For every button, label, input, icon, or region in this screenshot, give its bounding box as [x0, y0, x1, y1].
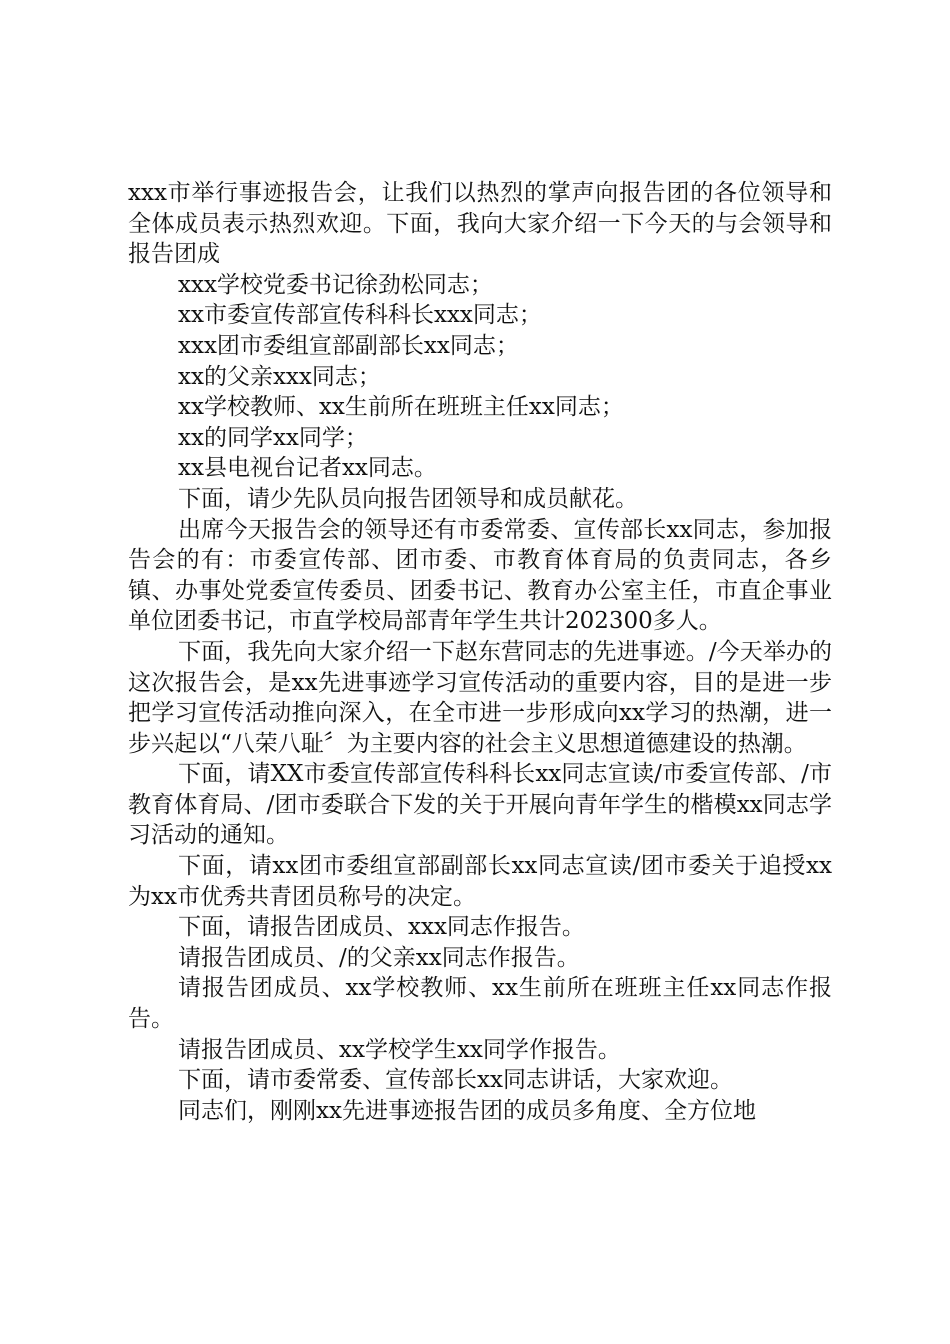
document-paragraph: xx的父亲xxx同志； [178, 363, 381, 390]
document-paragraph: 下面，请xx团市委组宣部副部长xx同志宣读/团市委关于追授xx为xx市优秀共青团员称号的决定。 [128, 853, 832, 910]
document-paragraph: 下面，请市委常委、宣传部长xx同志讲话，大家欢迎。 [178, 1067, 733, 1094]
document-paragraph: 下面，请XX市委宣传部宣传科科长xx同志宣读/市委宣传部、/市教育体育局、/团市委联合下发的关于开展向青年学生的楷模xx同志学习活动的通知。 [128, 761, 832, 849]
document-paragraph: xx学校教师、xx生前所在班班主任xx同志； [178, 394, 624, 421]
document-paragraph: xxx团市委组宣部副部长xx同志； [178, 332, 519, 359]
document-paragraph: xx的同学xx同学； [178, 424, 368, 451]
document-paragraph: xx市委宣传部宣传科科长xxx同志； [178, 302, 542, 329]
document-paragraph: xxx市举行事迹报告会，让我们以热烈的掌声向报告团的各位领导和全体成员表示热烈欢迎。下面，我向大家介绍一下今天的与会领导和报告团成 [128, 180, 832, 268]
document-paragraph: 同志们，刚刚xx先进事迹报告团的成员多角度、全方位地 [178, 1097, 756, 1124]
document-paragraph: 下面，请少先队员向报告团领导和成员献花。 [178, 485, 638, 512]
document-paragraph: 请报告团成员、xx学校教师、xx生前所在班班主任xx同志作报告。 [128, 975, 832, 1033]
document-paragraph: 请报告团成员、xx学校学生xx同学作报告。 [178, 1036, 621, 1063]
document-paragraph: 下面，我先向大家介绍一下赵东营同志的先进事迹。/今天举办的这次报告会，是xx先进事迹学习宣传活动的重要内容，目的是进一步把学习宣传活动推向深入，在全市进一步形成向xx学习的热潮，进一步兴起以“八荣八耻〞为主要内容的社会主义思想道德建设的热潮。 [128, 638, 832, 757]
document-paragraph: xxx学校党委书记徐劲松同志； [178, 271, 493, 298]
document-paragraph: 出席今天报告会的领导还有市委常委、宣传部长xx同志，参加报告会的有：市委宣传部、团市委、市教育体育局的负责同志，各乡镇、办事处党委宣传委员、团委书记、教育办公室主任，市直企事业单位团委书记，市直学校局部青年学生共计202300多人。 [128, 516, 832, 635]
document-paragraph: 下面，请报告团成员、xxx同志作报告。 [178, 914, 585, 941]
document-paragraph: 请报告团成员、/的父亲xx同志作报告。 [178, 944, 580, 971]
document-body [128, 178, 832, 1126]
document-paragraph: xx县电视台记者xx同志。 [178, 455, 437, 482]
